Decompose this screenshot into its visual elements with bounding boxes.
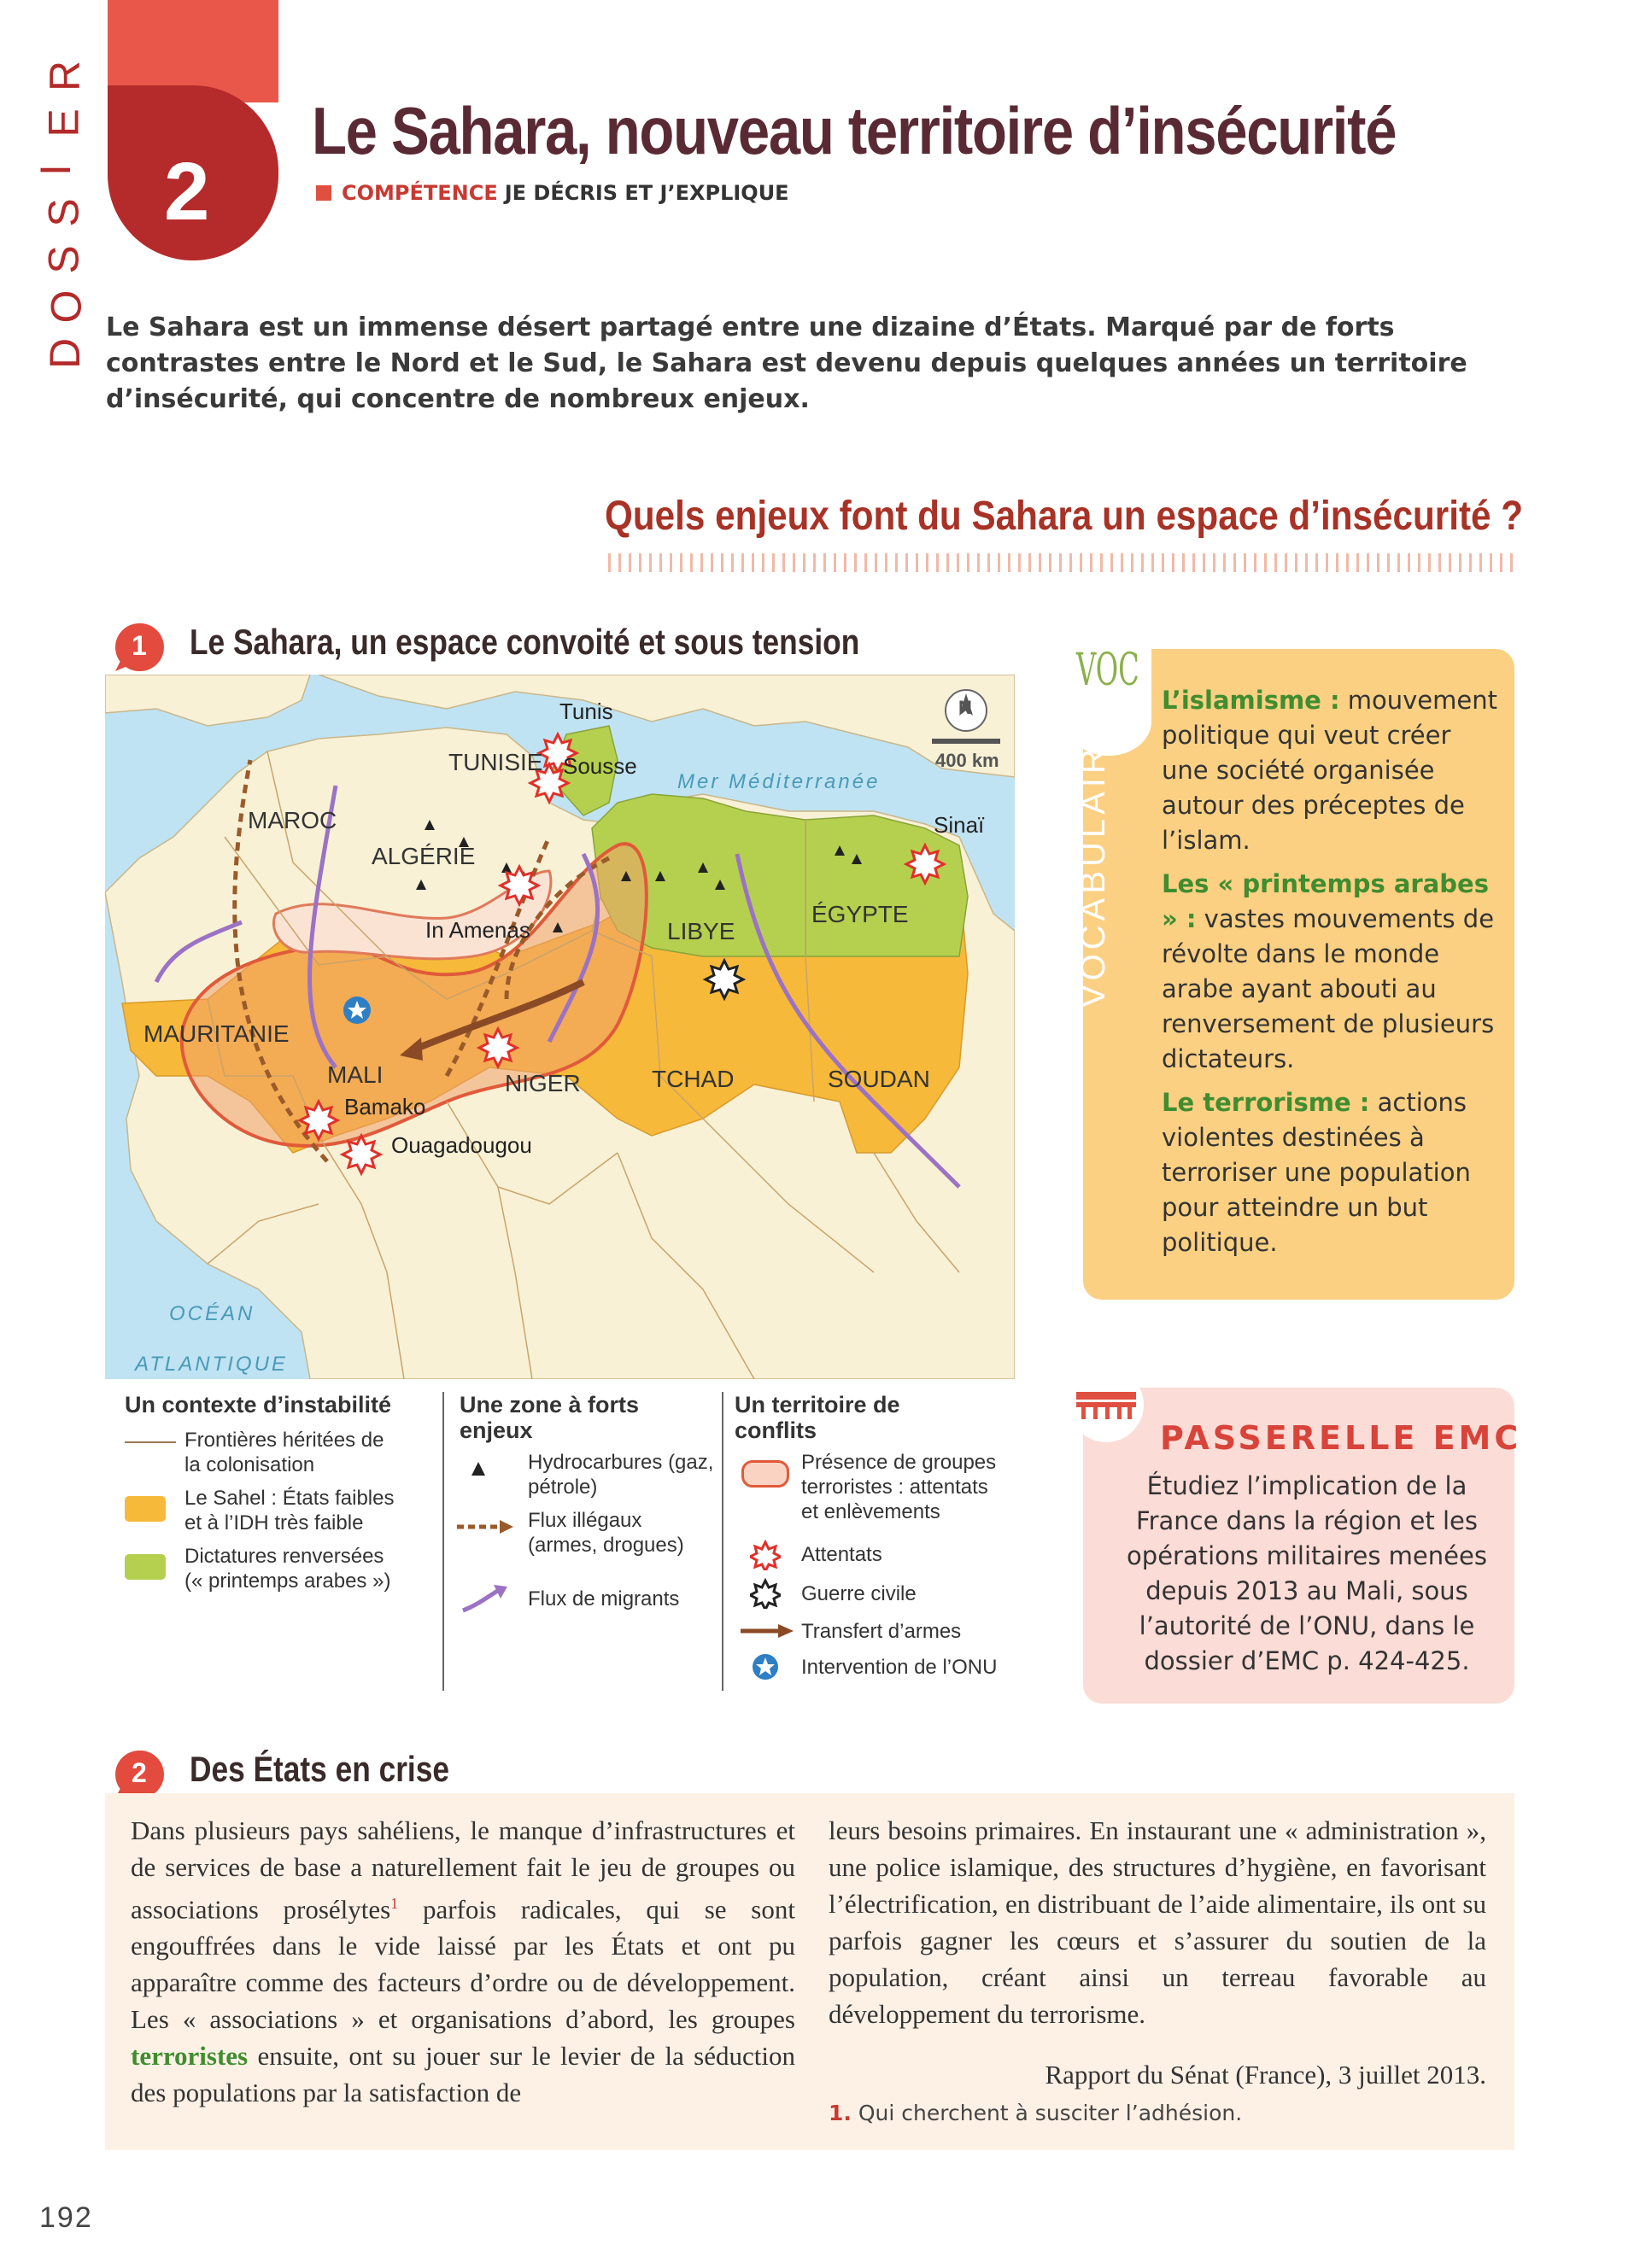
doc2-text: Dans plusieurs pays sahéliens, le manque d’infrastructures et de services de base a naturellement fait le jeu de groupes ou associations prosélytes: [131, 1815, 795, 1925]
vocabulary-entries: [1162, 683, 1499, 1269]
dossier-letter: S: [39, 245, 88, 274]
map-canvas: [105, 675, 1015, 1379]
vocabulary-definition: mouvement politique qui veut créer une société organisée autour des préceptes de l’islam.: [1162, 686, 1497, 855]
footnote-number: 1.: [829, 2101, 852, 2125]
country-label: TCHAD: [652, 1066, 735, 1092]
footnote-marker: 1: [390, 1895, 399, 1912]
page-title: Le Sahara, nouveau territoire d’insécurité: [312, 93, 1397, 168]
vocabulary-definition: actions violentes destinées à terroriser une population pour atteindre un but politique.: [1162, 1088, 1471, 1257]
city-label: Ouagadougou: [391, 1132, 532, 1158]
legend-separator: [722, 1392, 723, 1691]
dossier-letter: I: [31, 164, 79, 176]
country-label: SOUDAN: [828, 1066, 930, 1092]
legend-sahel-swatch: [125, 1496, 166, 1522]
doc1-title: Le Sahara, un espace convoité et sous tension: [190, 622, 860, 662]
doc2-text: parfois radicales, qui se sont engouffrées dans le vide laissé par les États et ont pu apparaître comme des facteurs d’ordre ou de développement. Les « associations » et organisations d’abord, les groupes: [131, 1894, 795, 2035]
bridge-icon: [1059, 1366, 1153, 1443]
un-intervention-icon: [752, 1653, 779, 1681]
country-label: NIGER: [505, 1070, 581, 1096]
ocean-label-2: ATLANTIQUE: [135, 1353, 288, 1376]
legend-item: Transfert d’armes: [801, 1620, 962, 1643]
page-number: 192: [39, 2201, 93, 2234]
dossier-number-tab: [108, 0, 278, 282]
passerelle-text: Étudiez l’implication de la France dans la région et les opérations militaires menées depuis 2013 au Mali, sous l’autorité de l’ONU, dans le dossier d’EMC p. 424-425.: [1127, 1471, 1487, 1675]
city-label: Bamako: [344, 1094, 426, 1119]
vocabulary-definition: vastes mouvements de révolte dans le monde arabe ayant abouti au renversement de plusieurs dictateurs.: [1162, 904, 1495, 1073]
dossier-letter: O: [42, 289, 91, 324]
migrant-arrow-icon: [460, 1581, 511, 1616]
doc2-column-1: [131, 1812, 795, 2111]
dossier-letter: S: [39, 198, 88, 227]
vocabulary-entry: [1162, 683, 1499, 858]
legend-dictatorship-swatch: [125, 1554, 166, 1580]
dashed-arrow-icon: [455, 1518, 515, 1535]
city-label: Tunis: [559, 699, 613, 724]
doc1-number: 1: [132, 630, 147, 661]
sahara-map: [105, 675, 1015, 1379]
legend-item: Attentats: [801, 1543, 882, 1566]
civil-war-star-icon: [750, 1578, 781, 1609]
competence-label: COMPÉTENCE: [342, 181, 498, 205]
doc2-footnote: [829, 2101, 1242, 2125]
legend-separator: [442, 1392, 444, 1691]
country-label: LIBYE: [667, 918, 735, 944]
triangle-icon: [468, 1460, 489, 1477]
vocabulary-term: Le terrorisme :: [1162, 1088, 1370, 1117]
vocabulary-vertical-label: VOCABULAIRE: [1075, 717, 1112, 1008]
ocean-label-1: OCÉAN: [169, 1302, 255, 1325]
map-legend: [105, 1392, 1015, 1695]
competence-line: [316, 181, 789, 205]
sea-label-med: Mer Méditerranée: [677, 770, 881, 793]
country-label: TUNISIE: [448, 749, 543, 775]
doc2-number: 2: [132, 1757, 147, 1788]
legend-border-swatch: [125, 1441, 176, 1443]
legend-item: Le Sahel : États faibles et à l’IDH très faible: [184, 1487, 395, 1534]
legend-item: Frontières héritées de la colonisation: [184, 1429, 384, 1476]
scale-label: 400 km: [935, 750, 999, 771]
north-label: N: [958, 697, 972, 718]
voc-tab-label: VOC: [1076, 645, 1139, 696]
legend-item: Dictatures renversées (« printemps arabes »): [184, 1545, 391, 1593]
legend-item: Intervention de l’ONU: [801, 1656, 998, 1679]
footnote-text: Qui cherchent à susciter l’adhésion.: [858, 2101, 1243, 2125]
vocabulary-entry: [1162, 1085, 1499, 1260]
doc2-column-2: leurs besoins primaires. En instaurant une « administration », une police islamique, des structures d’hygiène, en favorisant l’électrification, en distribuant de l’aide alimentaire, ils ont su parfois gagner les cœurs et s’assurer du soutien de la population, créant ainsi un terreau favorable au développement du terrorisme.: [829, 1815, 1486, 2029]
dossier-number: 2: [164, 146, 210, 237]
doc2-title: Des États en crise: [190, 1749, 449, 1789]
country-label: MALI: [327, 1061, 384, 1088]
legend-item: Hydrocarbures (gaz, pétrole): [528, 1451, 714, 1499]
intro-paragraph: Le Sahara est un immense désert partagé entre une dizaine d’États. Marqué par de forts contrastes entre le Nord et le Sud, le Sahara est devenu depuis quelques années un territoire d’insécurité, qui concentre de nombreux enjeux.: [106, 313, 1467, 414]
dotted-divider: [608, 553, 1514, 572]
dossier-letter: E: [39, 108, 88, 137]
legend-heading: Une zone à forts enjeux: [460, 1392, 640, 1443]
country-label: MAURITANIE: [144, 1020, 290, 1047]
city-label: Sinaï: [934, 812, 985, 838]
legend-terror-swatch: [741, 1460, 789, 1488]
vocabulary-term: L’islamisme :: [1162, 686, 1340, 715]
vocabulary-entry: [1162, 867, 1499, 1077]
legend-heading: Un contexte d’instabilité: [125, 1392, 392, 1418]
country-label: ALGÉRIE: [372, 843, 476, 869]
legend-item: Présence de groupes terroristes : attentats et enlèvements: [801, 1451, 997, 1523]
competence-text: JE DÉCRIS ET J’EXPLIQUE: [504, 181, 789, 205]
attentat-star-icon: [750, 1540, 781, 1570]
legend-item: Flux de migrants: [528, 1587, 680, 1610]
legend-heading: Un territoire de conflits: [735, 1392, 900, 1443]
section-question: Quels enjeux font du Sahara un espace d’insécurité ?: [605, 494, 1524, 539]
vocabulary-term: Les « printemps arabes » :: [1162, 869, 1489, 933]
square-bullet-icon: [316, 185, 331, 201]
country-label: MAROC: [248, 807, 337, 833]
country-label: ÉGYPTE: [811, 901, 909, 927]
dossier-letter: D: [41, 337, 90, 370]
legend-item: Flux illégaux (armes, drogues): [528, 1509, 684, 1557]
city-label: In Amenas: [425, 917, 530, 943]
legend-item: Guerre civile: [801, 1582, 917, 1605]
arms-arrow-icon: [739, 1622, 795, 1640]
passerelle-title: PASSERELLE EMC: [1160, 1419, 1522, 1457]
doc2-source: Rapport du Sénat (France), 3 juillet 2013.: [1045, 2060, 1486, 2090]
dossier-letter: R: [41, 60, 90, 92]
doc2-text: ensuite, ont su jouer sur le levier de la séduction des populations par la satisfaction de: [131, 2041, 795, 2108]
doc2-keyword: terroristes: [131, 2041, 249, 2072]
city-label: Sousse: [563, 753, 637, 779]
